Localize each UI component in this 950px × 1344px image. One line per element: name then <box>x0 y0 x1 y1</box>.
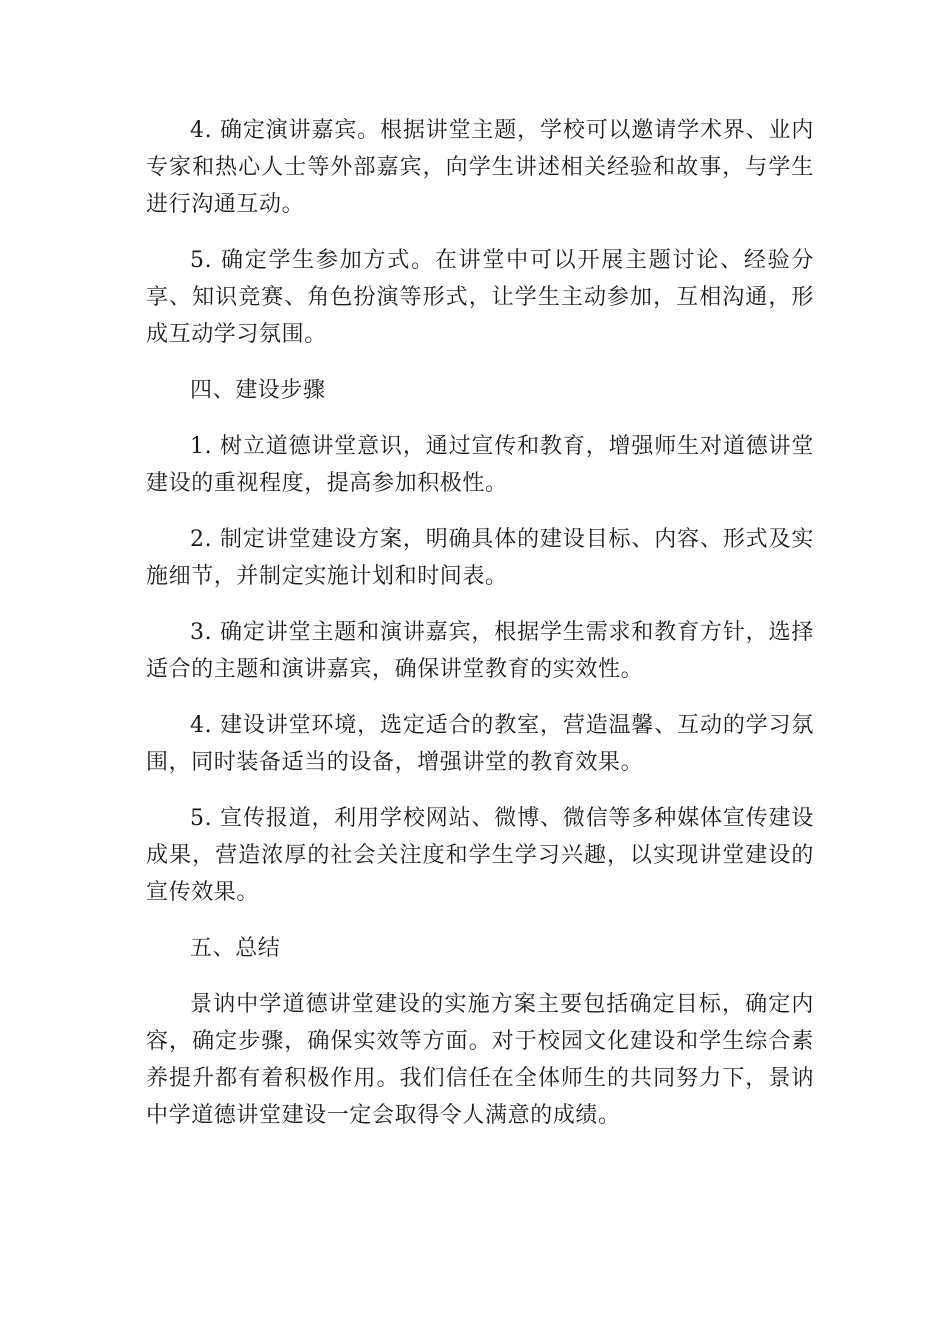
step-item-2: 2. 制定讲堂建设方案，明确具体的建设目标、内容、形式及实施细节，并制定实施计划和时间表。 <box>146 527 814 589</box>
summary-paragraph: 景讷中学道德讲堂建设的实施方案主要包括确定目标，确定内容，确定步骤，确保实效等方面。对于校园文化建设和学生综合素养提升都有着积极作用。我们信任在全体师生的共同努力下，景讷中学道德讲堂建设一定会取得令人满意的成绩。 <box>146 992 814 1128</box>
step-item-5: 5. 宣传报道，利用学校网站、微博、微信等多种媒体宣传建设成果，营造浓厚的社会关注度和学生学习兴趣，以实现讲堂建设的宣传效果。 <box>146 806 814 905</box>
step-item-1: 1. 树立道德讲堂意识，通过宣传和教育，增强师生对道德讲堂建设的重视程度，提高参加积极性。 <box>146 434 814 496</box>
paragraph-item-4: 4. 确定演讲嘉宾。根据讲堂主题，学校可以邀请学术界、业内专家和热心人士等外部嘉宾，向学生讲述相关经验和故事，与学生进行沟通互动。 <box>146 118 814 217</box>
paragraph-item-5: 5. 确定学生参加方式。在讲堂中可以开展主题讨论、经验分享、知识竞赛、角色扮演等形式，让学生主动参加，互相沟通，形成互动学习氛围。 <box>146 248 814 347</box>
step-item-3: 3. 确定讲堂主题和演讲嘉宾，根据学生需求和教育方针，选择适合的主题和演讲嘉宾，确保讲堂教育的实效性。 <box>146 620 814 682</box>
section-heading-5: 五、总结 <box>190 936 281 961</box>
step-item-4: 4. 建设讲堂环境，选定适合的教室，营造温馨、互动的学习氛围，同时装备适当的设备，增强讲堂的教育效果。 <box>146 713 814 775</box>
document-body <box>146 112 814 1153</box>
section-heading-4: 四、建设步骤 <box>190 378 326 403</box>
